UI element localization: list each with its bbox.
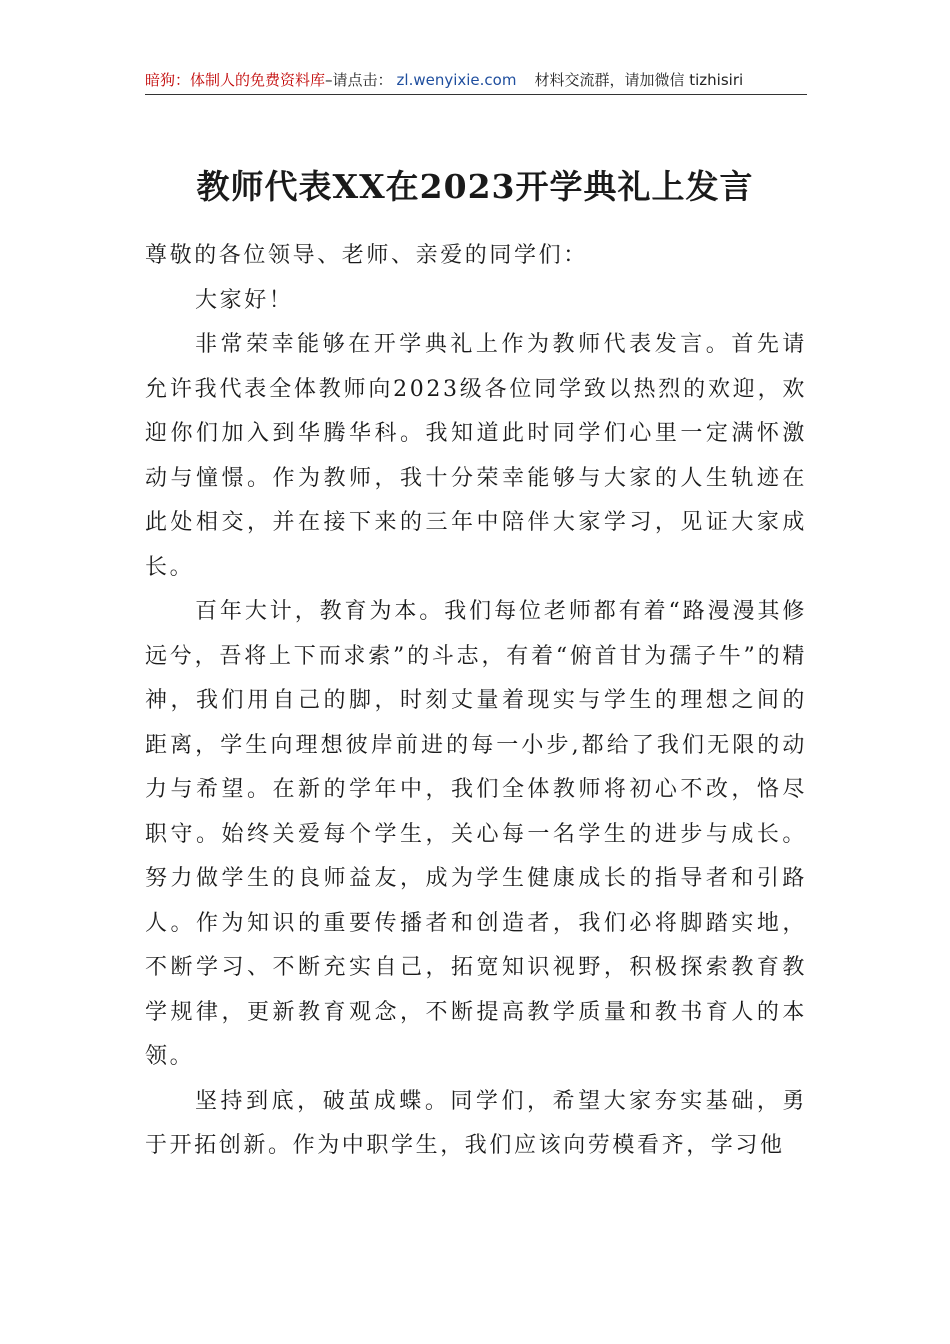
paragraph-2: 百年大计，教育为本。我们每位老师都有着“路漫漫其修远兮，吾将上下而求索”的斗志，有着“俯首甘为孺子牛”的精神，我们用自己的脚，时刻丈量着现实与学生的理想之间的距离，学生向理想彼岸前进的每一小步,都给了我们无限的动力与希望。在新的学年中，我们全体教师将初心不改，恪尽职守。始终关爱每个学生，关心每一名学生的进步与成长。努力做学生的良师益友，成为学生健康成长的指导者和引路人。作为知识的重要传播者和创造者，我们必将脚踏实地，不断学习、不断充实自己，拓宽知识视野，积极探索教育教学规律，更新教育观念，不断提高教学质量和教书育人的本领。 [145, 599, 807, 1069]
greeting: 大家好！ [195, 287, 294, 313]
paragraph-3: 坚持到底，破茧成蝶。同学们，希望大家夯实基础，勇于开拓创新。作为中职学生，我们应该向劳模看齐，学习他 [145, 1088, 807, 1158]
document-body [145, 234, 807, 1169]
salutation: 尊敬的各位领导、老师、亲爱的同学们： [145, 243, 588, 268]
header-group-info: 材料交流群，请加微信 tizhisiri [534, 71, 744, 89]
header-prompt: –请点击： [325, 71, 393, 89]
header-url-link[interactable]: zl.wenyixie.com [396, 71, 517, 89]
header-brand: 暗狗：体制人的免费资料库 [145, 71, 326, 89]
page-header [145, 68, 807, 95]
paragraph-1: 非常荣幸能够在开学典礼上作为教师代表发言。首先请允许我代表全体教师向2023级各位同学致以热烈的欢迎，欢迎你们加入到华腾华科。我知道此时同学们心里一定满怀激动与憧憬。作为教师，我十分荣幸能够与大家的人生轨迹在此处相交，并在接下来的三年中陪伴大家学习，见证大家成长。 [145, 332, 807, 580]
document-title: 教师代表XX在2023开学典礼上发言 [196, 167, 754, 206]
